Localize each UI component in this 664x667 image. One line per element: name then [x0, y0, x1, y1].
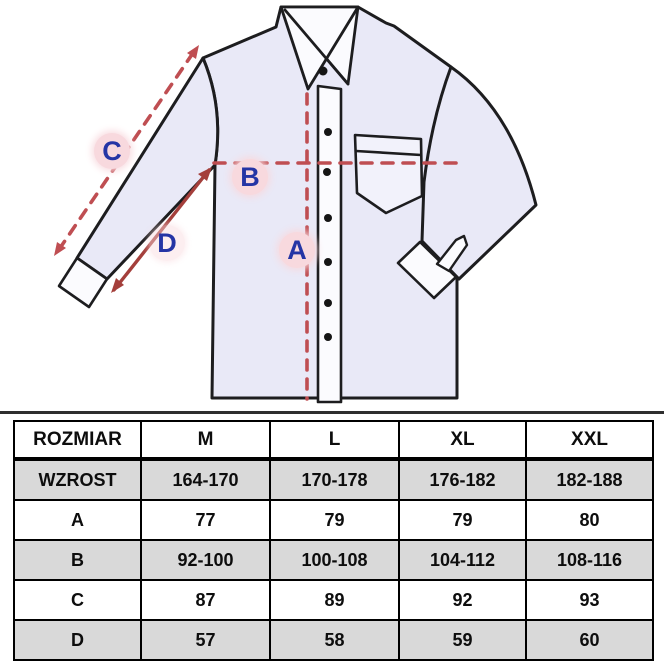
button — [324, 333, 332, 341]
table-cell: 182-188 — [526, 459, 653, 500]
table-cell: 77 — [141, 500, 270, 540]
measurement-label-d: D — [149, 225, 185, 261]
button — [324, 258, 332, 266]
table-cell: 108-116 — [526, 540, 653, 580]
table-cell: 89 — [270, 580, 399, 620]
table-cell: 58 — [270, 620, 399, 660]
table-cell: 79 — [270, 500, 399, 540]
button — [324, 214, 332, 222]
button — [324, 299, 332, 307]
row-label: A — [14, 500, 141, 540]
row-label: D — [14, 620, 141, 660]
table-cell: 79 — [399, 500, 526, 540]
size-table-header — [14, 421, 653, 459]
table-cell: 92 — [399, 580, 526, 620]
table-cell: 59 — [399, 620, 526, 660]
table-cell: 93 — [526, 580, 653, 620]
column-header-l: L — [270, 421, 399, 459]
table-row-a — [14, 500, 653, 540]
measurement-label-b: B — [232, 159, 268, 195]
column-header-m: M — [141, 421, 270, 459]
row-label: B — [14, 540, 141, 580]
row-label: WZROST — [14, 459, 141, 500]
table-row-d — [14, 620, 653, 660]
table-cell: 170-178 — [270, 459, 399, 500]
button — [323, 168, 331, 176]
size-chart-table — [13, 420, 654, 661]
column-header-xxl: XXL — [526, 421, 653, 459]
column-header-xl: XL — [399, 421, 526, 459]
measurement-label-a: A — [279, 232, 315, 268]
table-cell: 100-108 — [270, 540, 399, 580]
column-header-rozmiar: ROZMIAR — [14, 421, 141, 459]
table-cell: 80 — [526, 500, 653, 540]
section-divider-line — [0, 411, 664, 414]
table-row-c — [14, 580, 653, 620]
table-cell: 57 — [141, 620, 270, 660]
measurement-label-c: C — [94, 133, 130, 169]
table-row-b — [14, 540, 653, 580]
button — [324, 128, 332, 136]
table-row-wzrost — [14, 459, 653, 500]
table-cell: 87 — [141, 580, 270, 620]
collar-button — [319, 67, 328, 76]
right-sleeve — [422, 67, 536, 279]
size-table-body — [14, 459, 653, 660]
table-cell: 60 — [526, 620, 653, 660]
table-cell: 104-112 — [399, 540, 526, 580]
table-cell: 92-100 — [141, 540, 270, 580]
table-cell: 164-170 — [141, 459, 270, 500]
row-label: C — [14, 580, 141, 620]
table-cell: 176-182 — [399, 459, 526, 500]
